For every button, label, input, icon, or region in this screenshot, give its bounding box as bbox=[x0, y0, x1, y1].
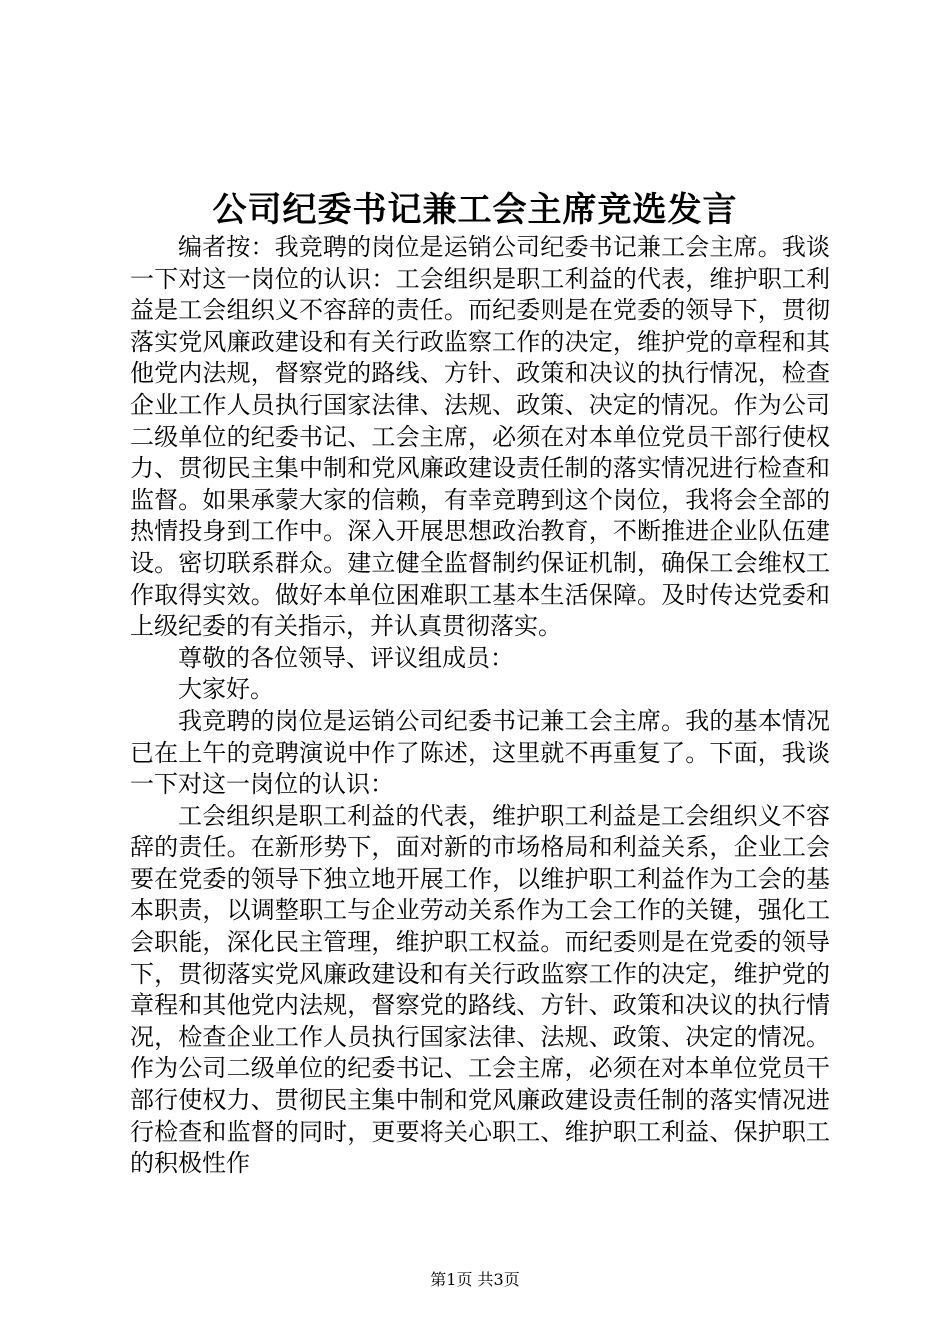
salutation-paragraph: 尊敬的各位领导、评议组成员： bbox=[178, 643, 514, 672]
editor-note-paragraph: 编者按：我竞聘的岗位是运销公司纪委书记兼工会主席。我谈一下对这一岗位的认识：工会组织是职工利益的代表，维护职工利益是工会组织义不容辞的责任。而纪委则是在党委的领导下，贯彻落实党风廉政建设和有关行政监察工作的决定，维护党的章程和其他党内法规，督察党的路线、方针、政策和决议的执行情况，检查企业工作人员执行国家法律、法规、政策、决定的情况。作为公司二级单位的纪委书记、工会主席，必须在对本单位党员干部行使权力、贯彻民主集中制和党风廉政建设责任制的落实情况进行检查和监督。如果承蒙大家的信赖，有幸竞聘到这个岗位，我将会全部的热情投身到工作中。深入开展思想政治教育，不断推进企业队伍建设。密切联系群众。建立健全监督制约保证机制，确保工会维权工作取得实效。做好本单位困难职工基本生活保障。及时传达党委和上级纪委的有关指示，并认真贯彻落实。 bbox=[130, 233, 830, 641]
intro-paragraph: 我竞聘的岗位是运销公司纪委书记兼工会主席。我的基本情况已在上午的竞聘演说中作了陈述，这里就不再重复了。下面，我谈一下对这一岗位的认识： bbox=[130, 706, 830, 799]
page-footer: 第1页 共3页 bbox=[430, 1270, 520, 1289]
document-body bbox=[130, 232, 830, 1180]
role-understanding-paragraph: 工会组织是职工利益的代表，维护职工利益是工会组织义不容辞的责任。在新形势下，面对新的市场格局和利益关系，企业工会要在党委的领导下独立地开展工作，以维护职工利益作为工会的基本职责，以调整职工与企业劳动关系作为工会工作的关键，强化工会职能，深化民主管理，维护职工权益。而纪委则是在党委的领导下，贯彻落实党风廉政建设和有关行政监察工作的决定，维护党的章程和其他党内法规，督察党的路线、方针、政策和决议的执行情况，检查企业工作人员执行国家法律、法规、政策、决定的情况。作为公司二级单位的纪委书记、工会主席，必须在对本单位党员干部行使权力、贯彻民主集中制和党风廉政建设责任制的落实情况进行检查和监督的同时，更要将关心职工、维护职工利益、保护职工的积极性作 bbox=[130, 801, 830, 1178]
greeting-paragraph: 大家好。 bbox=[178, 675, 274, 704]
document-title: 公司纪委书记兼工会主席竞选发言 bbox=[212, 190, 738, 230]
